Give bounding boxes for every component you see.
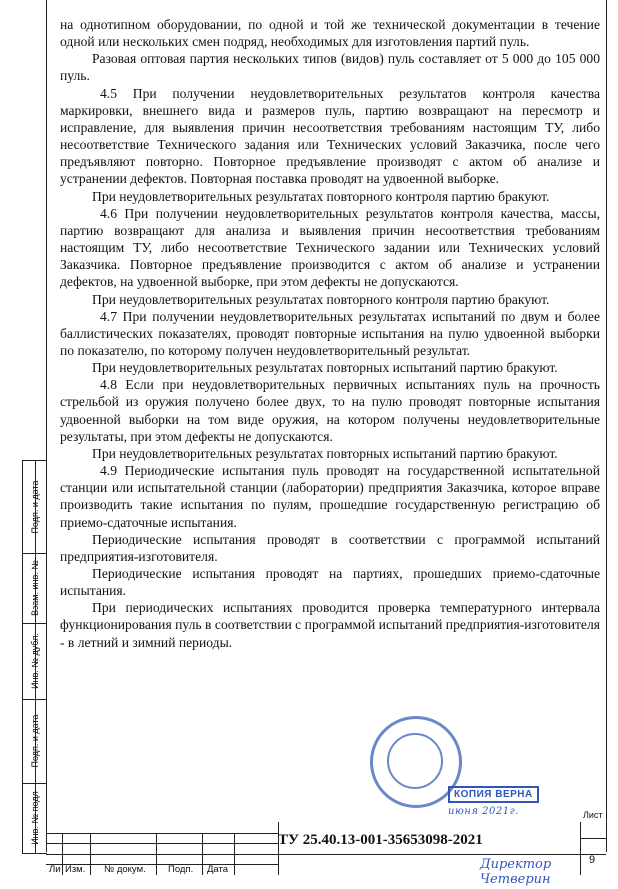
body-paragraph: 4.8 Если при неудовлетворительных первичных испытаниях пуль на прочность стрельбой из оружия получено более двух, то на пулю проводят повторные испытания удвоенной выборки на том виде оружия, на котором получены неудовлетворительные результаты, при этом дефекты не допускаются.: [60, 377, 600, 444]
document-body: [60, 16, 600, 651]
body-paragraph: При неудовлетворительных результатах повторных испытаний партию бракуют.: [92, 445, 558, 461]
body-paragraph: 4.9 Периодические испытания пуль проводят на государственной испытательной станции или испытательной станции (лаборатории) предприятия Заказчика, которое вправе производить такие испытания по пулям, прошедшие государственную регистрацию об приемо-сдаточные испытания.: [60, 463, 600, 530]
body-paragraph: Периодические испытания проводят на партиях, прошедших приемо-сдаточные испытания.: [60, 566, 600, 599]
body-paragraph: При периодических испытаниях проводится проверка температурного интервала функционирования пуль в соответствии с программой испытаний предприятия-изготовителя - в летний и зимний периоды.: [60, 600, 600, 650]
page-frame-right: [606, 0, 607, 852]
handwritten-signature: Директор Четверин: [480, 857, 552, 887]
col-date: Дата: [207, 864, 229, 875]
body-paragraph: 4.6 При получении неудовлетворительных результатов контроля качества, массы, партию возвращают для анализа и выявления причин несоответствия требованиям настоящим ТУ, либо несоответствие Технического задании или Технических условий Заказчика. Повторное предъявление производится с актом об анализе и устранении дефектов, на удвоенной выборке, при этом дефекты не допускаются.: [60, 205, 600, 290]
sheet-number: 9: [589, 854, 596, 866]
col-letter: Ли: [49, 864, 61, 875]
col-signature: Подп.: [168, 864, 194, 875]
document-number: ТУ 25.40.13-001-35653098-2021: [278, 832, 483, 848]
col-doc-number: № докум.: [104, 864, 146, 875]
col-change: Изм.: [65, 864, 86, 875]
body-paragraph: 4.5 При получении неудовлетворительных результатов контроля качества маркировки, внешнего вида и размеров пуль, партию возвращают на пересмотр и исправление, для выявления причин несоответствия требованиям настоящим ТУ, либо несоответствие Технического задания или Технических условий Заказчика, после чего предъявляют повторно. Повторное предъявление производят с актом об анализе и устранении дефектов. Повторная поставка проводят на удвоенной выборке.: [60, 85, 600, 187]
body-paragraph: Периодические испытания проводят в соответствии с программой испытаний предприятия-изготовителя.: [60, 531, 600, 564]
side-cell-replace-inv: Взам. инв. №: [23, 553, 47, 624]
copy-stamp-date: июня 2021г.: [448, 806, 519, 817]
side-cell-orig-inv: Инв. № подл: [30, 791, 40, 845]
body-paragraph: При неудовлетворительных результатах повторных испытаний партию бракуют.: [92, 360, 558, 376]
body-paragraph: При неудовлетворительных результатах повторного контроля партию бракуют.: [92, 188, 550, 204]
sheet-label: Лист: [583, 810, 603, 820]
body-paragraph: 4.7 При получении неудовлетворительных результатах испытаний по двум и более баллистических показателях, проводят повторные испытания на пулю удвоенной выборки по показателю, по которому получен неудовлетворительный результат.: [60, 308, 600, 358]
body-paragraph: При неудовлетворительных результатах повторного контроля партию бракуют.: [92, 291, 550, 307]
side-cell-sign-date-1: Подп. и дата: [23, 461, 47, 554]
body-paragraph: на однотипном оборудовании, по одной и той же технической документации в течение одной или нескольких смен подряд, необходимых для изготовления партий пуль.: [60, 17, 600, 50]
body-paragraph: Разовая оптовая партия нескольких типов (видов) пуль составляет от 5 000 до 105 000 пуль.: [60, 51, 600, 84]
side-stamp-column: [22, 460, 47, 854]
copy-stamp-label: КОПИЯ ВЕРНА: [448, 786, 539, 803]
side-cell-sign-date-2: Подп. и дата: [23, 699, 47, 784]
side-cell-dup-inv: Инв. № дубл.: [23, 623, 47, 700]
